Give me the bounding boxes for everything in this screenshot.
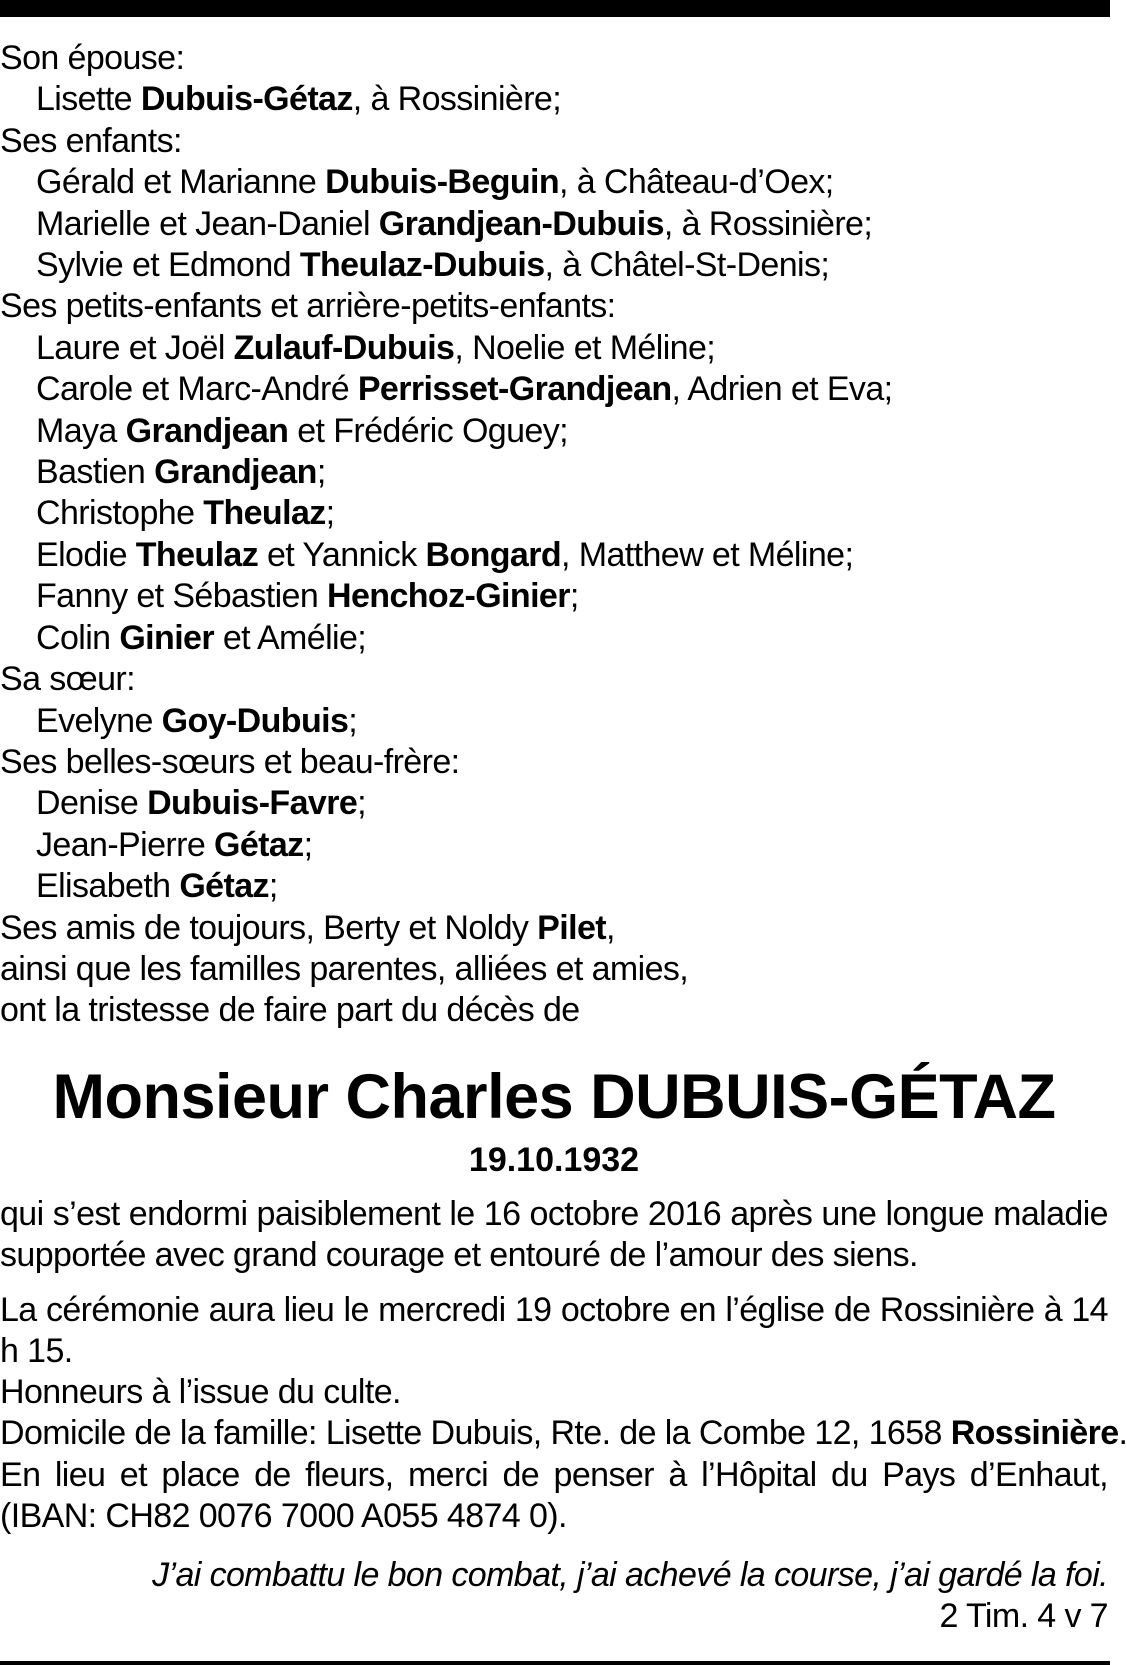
birth-date: 19.10.1932	[468, 1140, 640, 1179]
family-member-line	[0, 245, 1108, 286]
text-run: et Frédéric Oguey;	[288, 411, 568, 450]
family-member-line	[0, 701, 1108, 742]
text-run: Ses amis de toujours, Berty et Noldy	[0, 908, 538, 947]
family-member-line	[0, 825, 1108, 866]
text-run: , Matthew et Méline;	[561, 535, 854, 574]
text-run: Maya	[36, 411, 126, 450]
text-run: , Adrien et Eva;	[671, 370, 893, 409]
info-line	[0, 1413, 1127, 1454]
text-run: et Yannick	[258, 535, 426, 574]
text-run: Elodie	[36, 535, 136, 574]
surname: Bongard	[425, 535, 562, 574]
info-line	[0, 1372, 1108, 1413]
surname: Zulauf-Dubuis	[233, 328, 455, 367]
family-group-heading: Ses petits-enfants et arrière-petits-enfants:	[0, 287, 616, 326]
info-lines	[0, 1372, 1127, 1455]
obituary-notice	[0, 38, 1127, 1637]
family-group-heading: Ses enfants:	[0, 121, 182, 160]
death-paragraph: qui s’est endormi paisiblement le 16 octobre 2016 après une longue maladie supportée avec grand courage et entouré de l’amour des siens.	[0, 1194, 1108, 1274]
surname: Rossinière	[950, 1414, 1119, 1453]
text-run: ;	[325, 494, 335, 533]
text-run: Domicile de la famille: Lisette Dubuis, Rte. de la Combe 12, 1658	[0, 1414, 951, 1453]
family-member-line	[0, 493, 1108, 534]
text-run: Bastien	[36, 453, 155, 492]
surname: Dubuis-Favre	[147, 784, 358, 823]
text-run: , à Rossinière;	[663, 204, 873, 243]
surname: Ginier	[119, 618, 214, 657]
text-run: Honneurs à l’issue du culte.	[0, 1372, 401, 1411]
surname: Gétaz	[214, 825, 304, 864]
text-run: ainsi que les familles parentes, alliées et amies,	[0, 949, 689, 988]
closing-lines	[0, 908, 1108, 1032]
surname: Grandjean	[154, 453, 317, 492]
text-run: ;	[268, 867, 278, 906]
family-member-line	[0, 328, 1108, 369]
family-group-heading: Ses belles-sœurs et beau-frère:	[0, 742, 460, 781]
text-run: Evelyne	[36, 701, 162, 740]
surname: Henchoz-Ginier	[327, 577, 570, 616]
text-run: ;	[348, 701, 358, 740]
bottom-rule	[0, 1661, 1110, 1665]
text-run: ,	[605, 908, 615, 947]
text-run: Gérald et Marianne	[36, 163, 326, 202]
text-run: ;	[303, 825, 313, 864]
family-member-line	[0, 783, 1108, 824]
surname: Theulaz	[135, 535, 259, 574]
text-run: ;	[569, 577, 579, 616]
family-member-line	[0, 535, 1108, 576]
text-run: Laure et Joël	[36, 328, 234, 367]
closing-line	[0, 949, 1108, 990]
family-member-line	[0, 369, 1108, 410]
text-run: Sylvie et Edmond	[36, 246, 300, 285]
quote-reference: 2 Tim. 4 v 7	[939, 1596, 1108, 1635]
surname: Theulaz	[203, 494, 326, 533]
text-run: ont la tristesse de faire part du décès de	[0, 991, 580, 1030]
text-run: Christophe	[36, 494, 204, 533]
family-member-line	[0, 452, 1108, 493]
surname: Dubuis-Beguin	[325, 163, 560, 202]
text-run: , Noelie et Méline;	[454, 328, 716, 367]
surname: Grandjean-Dubuis	[378, 204, 664, 243]
deceased-name: Monsieur Charles DUBUIS-GÉTAZ	[52, 1061, 1056, 1132]
family-member-line	[0, 411, 1108, 452]
text-run: Carole et Marc-André	[36, 370, 358, 409]
text-run: , à Rossinière;	[352, 80, 562, 119]
surname: Gétaz	[179, 867, 269, 906]
text-run: .	[1118, 1414, 1127, 1453]
family-group-heading: Sa sœur:	[0, 660, 136, 699]
family-member-line	[0, 866, 1108, 907]
surname: Pilet	[537, 908, 606, 947]
surname: Goy-Dubuis	[161, 701, 349, 740]
text-run: , à Château-d’Oex;	[559, 163, 834, 202]
surname: Theulaz-Dubuis	[299, 246, 545, 285]
ceremony-paragraph: La cérémonie aura lieu le mercredi 19 octobre en l’église de Rossinière à 14 h 15.	[0, 1290, 1108, 1370]
family-list	[0, 38, 1108, 908]
text-run: Fanny et Sébastien	[36, 577, 328, 616]
family-member-line	[0, 79, 1108, 120]
donation-paragraph: En lieu et place de fleurs, merci de penser à l’Hôpital du Pays d’Enhaut, (IBAN: CH82 0076 7000 A055 4874 0).	[0, 1455, 1108, 1535]
text-run: Denise	[36, 784, 148, 823]
text-run: et Amélie;	[213, 618, 367, 657]
top-rule	[0, 0, 1110, 17]
text-run: Jean-Pierre	[36, 825, 214, 864]
text-run: Marielle et Jean-Daniel	[36, 204, 379, 243]
surname: Grandjean	[125, 411, 289, 450]
text-run: , à Châtel-St-Denis;	[544, 246, 830, 285]
closing-line	[0, 990, 1108, 1031]
family-member-line	[0, 618, 1108, 659]
family-member-line	[0, 162, 1108, 203]
text-run: ;	[357, 784, 367, 823]
text-run: Elisabeth	[36, 867, 180, 906]
surname: Perrisset-Grandjean	[357, 370, 672, 409]
family-member-line	[0, 576, 1108, 617]
family-member-line	[0, 204, 1108, 245]
text-run: Lisette	[36, 80, 141, 119]
family-group-heading: Son épouse:	[0, 39, 185, 77]
bible-quote: J’ai combattu le bon combat, j’ai achevé la course, j’ai gardé la foi.	[152, 1555, 1108, 1594]
text-run: Colin	[36, 618, 120, 657]
text-run: ;	[316, 453, 326, 492]
surname: Dubuis-Gétaz	[140, 80, 353, 119]
closing-line	[0, 908, 1108, 949]
